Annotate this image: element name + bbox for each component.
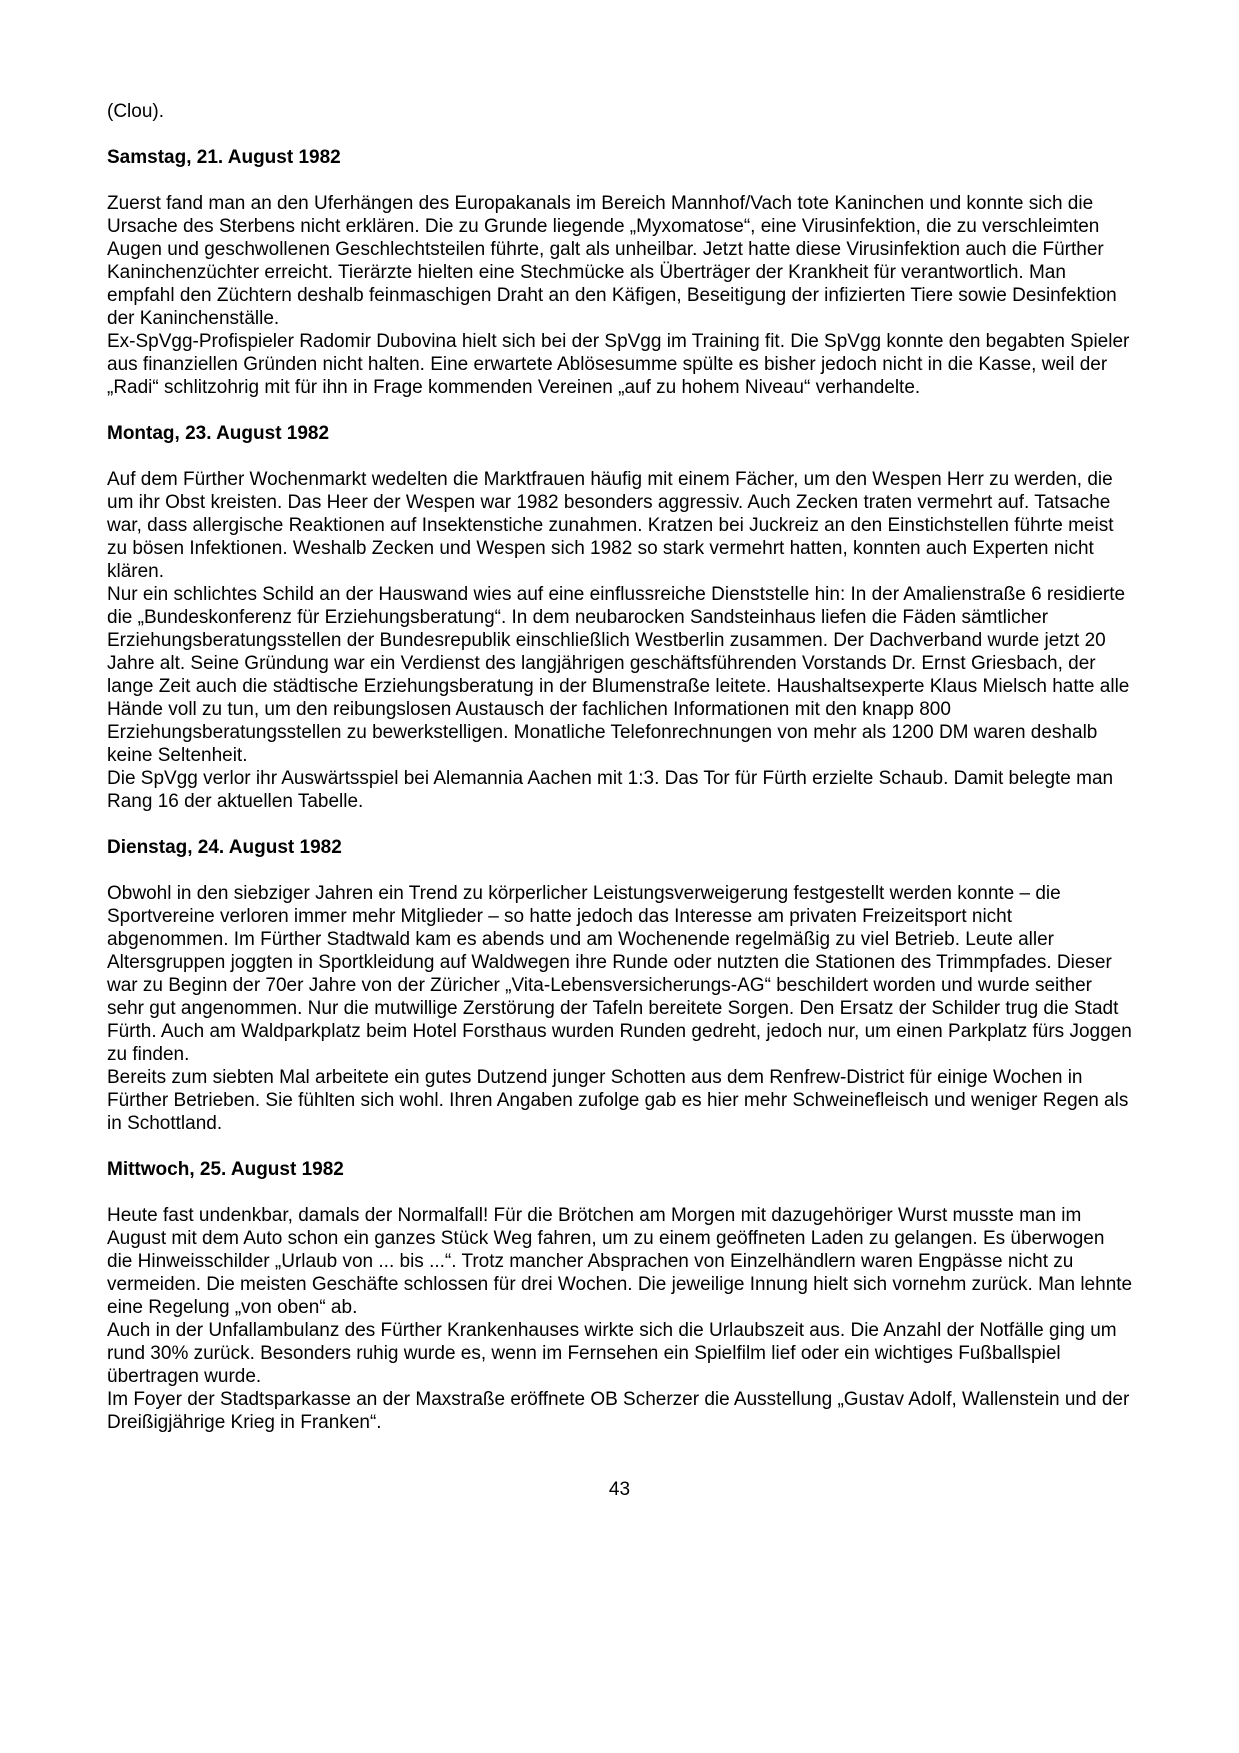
- paragraph: Nur ein schlichtes Schild an der Hauswand wies auf eine einflussreiche Dienststelle hin: In der Amalienstraße 6 residierte die „Bundeskonferenz für Erziehungsberatung“. In dem neubarocken Sandsteinhaus liefen die Fäden sämtlicher Erziehungsberatungsstellen der Bundesrepublik einschließlich Westberlin zusammen. Der Dachverband wurde jetzt 20 Jahre alt. Seine Gründung war ein Verdienst des langjährigen geschäftsführenden Vorstands Dr. Ernst Griesbach, der lange Zeit auch die städtische Erziehungsberatung in der Blumenstraße leitete. Haushaltsexperte Klaus Mielsch hatte alle Hände voll zu tun, um den reibungslosen Austausch der fachlichen Informationen mit den knapp 800 Erziehungsberatungsstellen zu bewerkstelligen. Monatliche Telefonrechnungen von mehr als 1200 DM waren deshalb keine Seltenheit.: [107, 584, 1130, 766]
- section-monday-aug-23: [107, 422, 1133, 813]
- document-content: [107, 100, 1133, 1434]
- section-heading-tuesday: Dienstag, 24. August 1982: [107, 837, 342, 858]
- paragraph: Obwohl in den siebziger Jahren ein Trend zu körperlicher Leistungsverweigerung festgestellt werden konnte – die Sportvereine verloren immer mehr Mitglieder – so hatte jedoch das Interesse am privaten Freizeitsport nicht abgenommen. Im Fürther Stadtwald kam es abends und am Wochenende regelmäßig zu viel Betrieb. Leute aller Altersgruppen joggten in Sportkleidung auf Waldwegen ihre Runde oder nutzten die Stationen des Trimmpfades. Dieser war zu Beginn der 70er Jahre von der Züricher „Vita-Lebensversicherungs-AG“ beschildert worden und wurde seither sehr gut angenommen. Nur die mutwillige Zerstörung der Tafeln bereitete Sorgen. Den Ersatz der Schilder trug die Stadt Fürth. Auch am Waldparkplatz beim Hotel Forsthaus wurden Runden gedreht, jedoch nur, um einen Parkplatz fürs Joggen zu finden.: [107, 883, 1132, 1065]
- section-heading-monday: Montag, 23. August 1982: [107, 423, 330, 444]
- section-heading-wednesday: Mittwoch, 25. August 1982: [107, 1159, 344, 1180]
- paragraph: Bereits zum siebten Mal arbeitete ein gutes Dutzend junger Schotten aus dem Renfrew-District für einige Wochen in Fürther Betrieben. Sie fühlten sich wohl. Ihren Angaben zufolge gab es hier mehr Schweinefleisch und weniger Regen als in Schottland.: [107, 1067, 1129, 1134]
- paragraph: Zuerst fand man an den Uferhängen des Europakanals im Bereich Mannhof/Vach tote Kaninchen und konnte sich die Ursache des Sterbens nicht erklären. Die zu Grunde liegende „Myxomatose“, eine Virusinfektion, die zu verschleimten Augen und geschwollenen Geschlechtsteilen führte, galt als unheilbar. Jetzt hatte diese Virusinfektion auch die Fürther Kaninchenzüchter erreicht. Tierärzte hielten eine Stechmücke als Überträger der Krankheit für verantwortlich. Man empfahl den Züchtern deshalb feinmaschigen Draht an den Käfigen, Beseitigung der infizierten Tiere sowie Desinfektion der Kaninchenställe.: [107, 193, 1117, 329]
- paragraph: Ex-SpVgg-Profispieler Radomir Dubovina hielt sich bei der SpVgg im Training fit. Die SpVgg konnte den begabten Spieler aus finanziellen Gründen nicht halten. Eine erwartete Ablösesumme spülte es bisher jedoch nicht in die Kasse, weil der „Radi“ schlitzohrig mit für ihn in Frage kommenden Vereinen „auf zu hohem Niveau“ verhandelte.: [107, 331, 1130, 398]
- section-heading-saturday: Samstag, 21. August 1982: [107, 147, 341, 168]
- paragraph: Heute fast undenkbar, damals der Normalfall! Für die Brötchen am Morgen mit dazugehöriger Wurst musste man im August mit dem Auto schon ein ganzes Stück Weg fahren, um zu einem geöffneten Laden zu gelangen. Es überwogen die Hinweisschilder „Urlaub von ... bis ...“. Trotz mancher Absprachen von Einzelhändlern waren Engpässe nicht zu vermeiden. Die meisten Geschäfte schlossen für drei Wochen. Die jeweilige Innung hielt sich vornehm zurück. Man lehnte eine Regelung „von oben“ ab.: [107, 1205, 1133, 1318]
- paragraph: Im Foyer der Stadtsparkasse an der Maxstraße eröffnete OB Scherzer die Ausstellung „Gustav Adolf, Wallenstein und der Dreißigjährige Krieg in Franken“.: [107, 1389, 1130, 1433]
- section-saturday-aug-21: [107, 146, 1133, 399]
- section-wednesday-aug-25: [107, 1158, 1133, 1434]
- intro-line: (Clou).: [107, 101, 165, 122]
- page-number: 43: [608, 1479, 631, 1500]
- paragraph: Die SpVgg verlor ihr Auswärtsspiel bei Alemannia Aachen mit 1:3. Das Tor für Fürth erzielte Schaub. Damit belegte man Rang 16 der aktuellen Tabelle.: [107, 768, 1114, 812]
- paragraph: Auch in der Unfallambulanz des Fürther Krankenhauses wirkte sich die Urlaubszeit aus. Die Anzahl der Notfälle ging um rund 30% zurück. Besonders ruhig wurde es, wenn im Fernsehen ein Spielfilm lief oder ein wichtiges Fußballspiel übertragen wurde.: [107, 1320, 1117, 1387]
- section-tuesday-aug-24: [107, 836, 1133, 1135]
- paragraph: Auf dem Fürther Wochenmarkt wedelten die Marktfrauen häufig mit einem Fächer, um den Wespen Herr zu werden, die um ihr Obst kreisten. Das Heer der Wespen war 1982 besonders aggressiv. Auch Zecken traten vermehrt auf. Tatsache war, dass allergische Reaktionen auf Insektenstiche zunahmen. Kratzen bei Juckreiz an den Einstichstellen führte meist zu bösen Infektionen. Weshalb Zecken und Wespen sich 1982 so stark vermehrt hatten, konnten auch Experten nicht klären.: [107, 469, 1114, 582]
